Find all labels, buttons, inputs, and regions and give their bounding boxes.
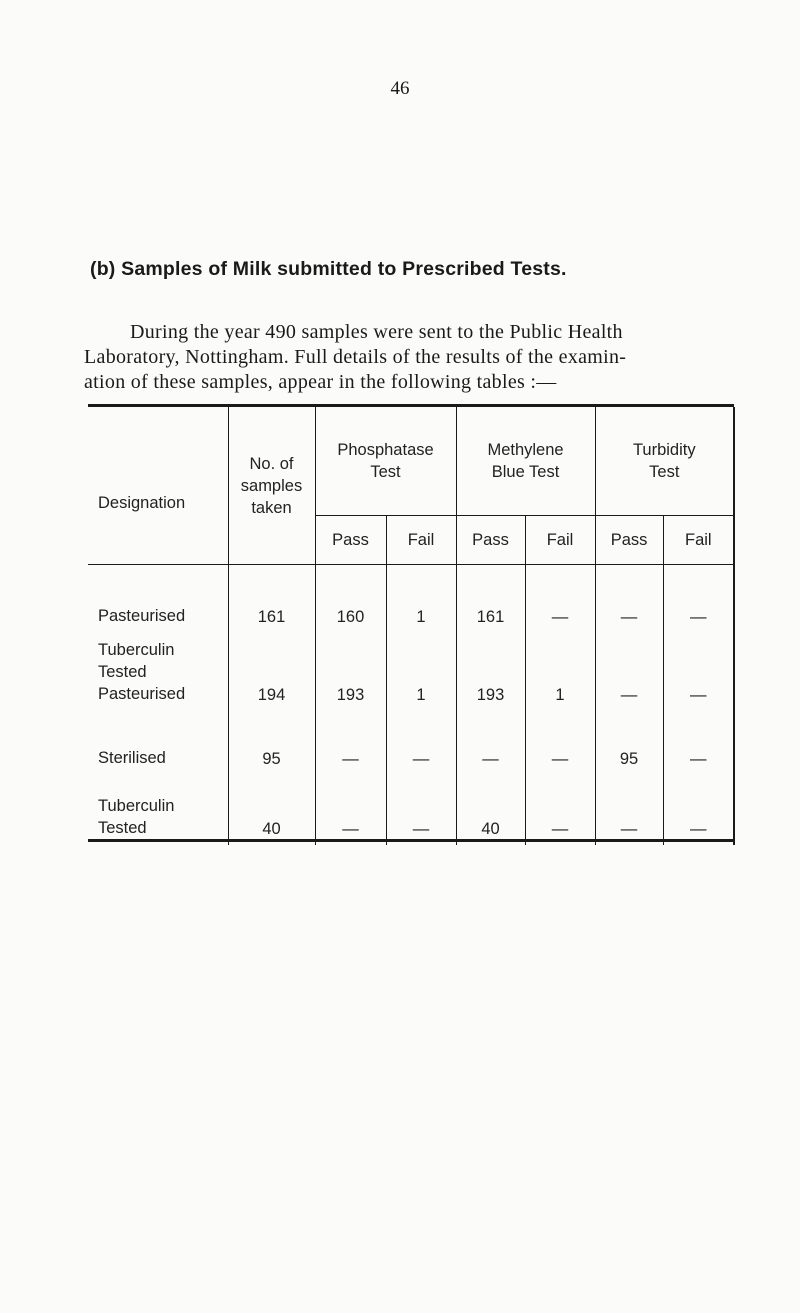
header-methylene-pass: Pass bbox=[456, 516, 525, 565]
turbidity-pass-cell: — bbox=[595, 631, 663, 709]
header-phosphatase-test bbox=[315, 407, 456, 516]
header-line: taken bbox=[251, 498, 292, 517]
header-line: Test bbox=[649, 463, 680, 481]
paragraph-line: Laboratory, Nottingham. Full details of the results of the examin- bbox=[84, 346, 627, 368]
header-phosphatase-fail: Fail bbox=[386, 516, 456, 565]
samples-cell: 194 bbox=[228, 631, 315, 709]
paragraph-line: ation of these samples, appear in the following tables :— bbox=[84, 371, 557, 393]
phosphatase-pass-cell: — bbox=[315, 773, 386, 845]
header-methylene-fail: Fail bbox=[525, 516, 595, 565]
designation-cell bbox=[88, 709, 228, 773]
header-line: Turbidity bbox=[632, 441, 696, 459]
phosphatase-pass-cell: 193 bbox=[315, 631, 386, 709]
section-heading: (b) Samples of Milk submitted to Prescribed Tests. bbox=[90, 258, 567, 280]
table-row bbox=[88, 565, 734, 632]
header-line: Methylene bbox=[487, 441, 564, 459]
table-row bbox=[88, 709, 734, 773]
turbidity-pass-cell: 95 bbox=[595, 709, 663, 773]
turbidity-fail-cell: — bbox=[663, 631, 734, 709]
header-turbidity-pass: Pass bbox=[595, 516, 663, 565]
samples-cell: 40 bbox=[228, 773, 315, 845]
phosphatase-fail-cell: — bbox=[386, 773, 456, 845]
phosphatase-fail-cell: 1 bbox=[386, 565, 456, 632]
turbidity-fail-cell: — bbox=[663, 773, 734, 845]
designation-cell bbox=[88, 565, 228, 632]
paragraph-line: During the year 490 samples were sent to the Public Health bbox=[130, 321, 623, 343]
samples-cell: 95 bbox=[228, 709, 315, 773]
turbidity-fail-cell: — bbox=[663, 709, 734, 773]
turbidity-fail-cell: — bbox=[663, 565, 734, 632]
methylene-fail-cell: — bbox=[525, 565, 595, 632]
phosphatase-pass-cell: 160 bbox=[315, 565, 386, 632]
header-samples-taken bbox=[228, 407, 315, 565]
header-line: Phosphatase bbox=[337, 441, 434, 459]
designation-cell bbox=[88, 631, 228, 709]
designation-line: Tuberculin bbox=[98, 641, 175, 659]
phosphatase-pass-cell: — bbox=[315, 709, 386, 773]
phosphatase-fail-cell: — bbox=[386, 709, 456, 773]
methylene-fail-cell: 1 bbox=[525, 631, 595, 709]
header-line: Test bbox=[370, 463, 401, 481]
header-turbidity-fail: Fail bbox=[663, 516, 734, 565]
designation-line: Tuberculin bbox=[98, 797, 175, 815]
header-phosphatase-pass: Pass bbox=[315, 516, 386, 565]
phosphatase-fail-cell: 1 bbox=[386, 631, 456, 709]
header-line: Blue Test bbox=[491, 463, 560, 481]
turbidity-pass-cell: — bbox=[595, 773, 663, 845]
header-turbidity-test bbox=[595, 407, 734, 516]
header-line: samples bbox=[240, 476, 303, 495]
designation-cell bbox=[88, 773, 228, 845]
methylene-pass-cell: 161 bbox=[456, 565, 525, 632]
intro-paragraph bbox=[84, 320, 800, 395]
methylene-pass-cell: 40 bbox=[456, 773, 525, 845]
header-methylene-blue-test bbox=[456, 407, 595, 516]
designation-line: Pasteurised bbox=[98, 685, 186, 703]
samples-cell: 161 bbox=[228, 565, 315, 632]
designation-line: Pasteurised bbox=[98, 607, 186, 625]
methylene-fail-cell: — bbox=[525, 709, 595, 773]
designation-line: Tested bbox=[98, 819, 147, 837]
methylene-pass-cell: — bbox=[456, 709, 525, 773]
designation-line: Sterilised bbox=[98, 749, 166, 767]
designation-line: Tested bbox=[98, 663, 147, 681]
table-row bbox=[88, 773, 734, 845]
header-line: No. of bbox=[249, 454, 294, 473]
milk-tests-table bbox=[88, 404, 734, 842]
turbidity-pass-cell: — bbox=[595, 565, 663, 632]
header-designation: Designation bbox=[88, 407, 228, 565]
methylene-pass-cell: 193 bbox=[456, 631, 525, 709]
methylene-fail-cell: — bbox=[525, 773, 595, 845]
page-number: 46 bbox=[390, 78, 410, 99]
table-row bbox=[88, 631, 734, 709]
